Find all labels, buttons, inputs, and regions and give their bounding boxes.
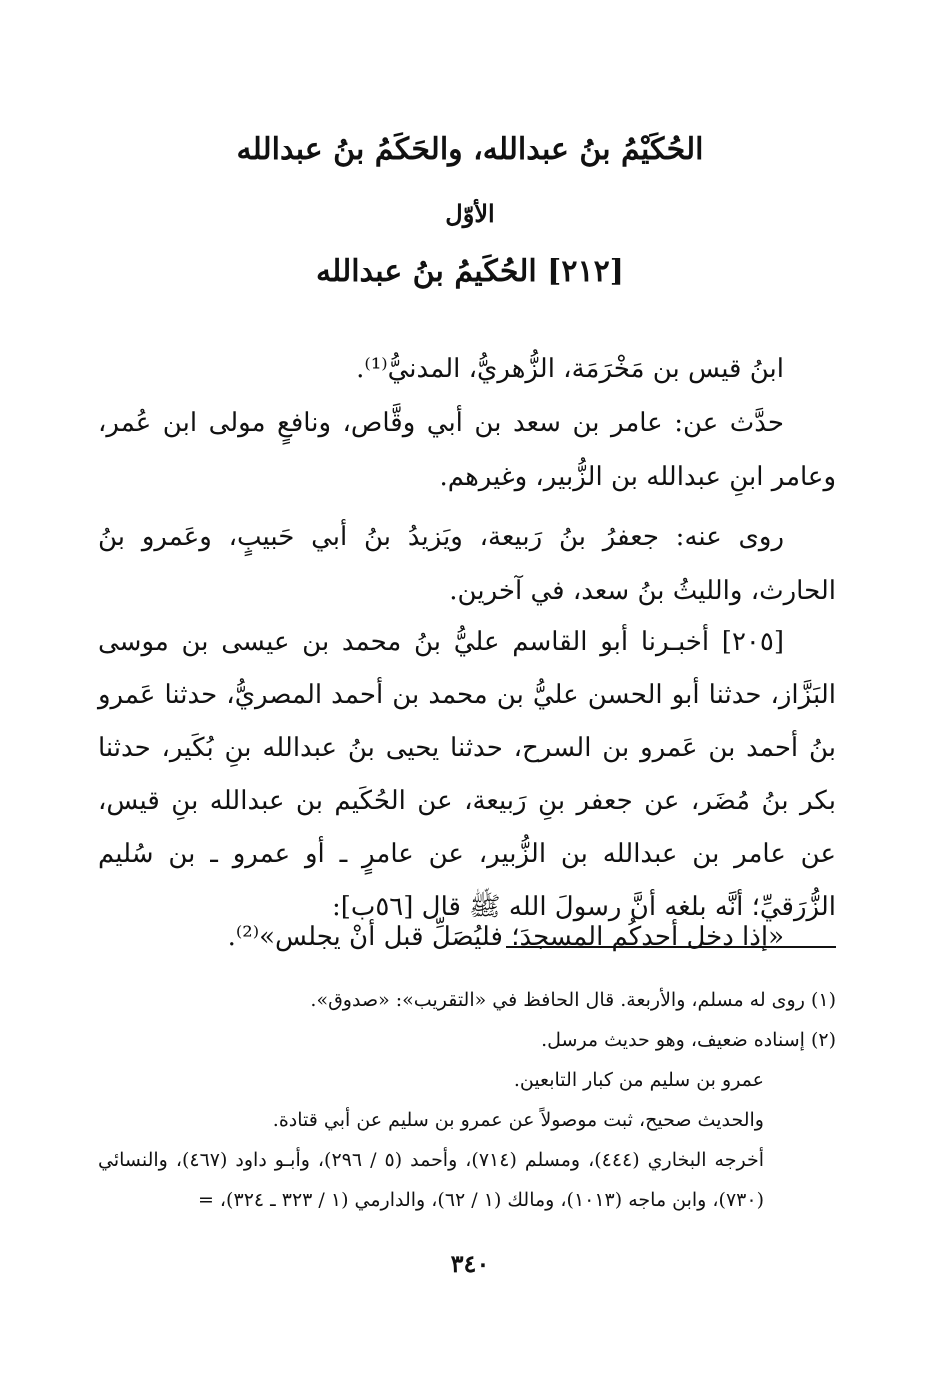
chapter-title: الحُكَيْمُ بنُ عبدالله، والحَكَمُ بنُ عبدالله [236, 132, 704, 167]
footnote-1: (١) روى له مسلم، والأربعة. قال الحافظ في «التقريب»: «صدوق». [310, 989, 836, 1011]
footnote-2-line: والحديث صحيح، ثبت موصولاً عن عمرو بن سليم عن أبي قتادة. [272, 1109, 764, 1131]
section-subtitle: الأوّل [445, 199, 495, 228]
footnote-2-line: عمرو بن سليم من كبار التابعين. [513, 1069, 764, 1091]
hadith-chain-paragraph: [٢٠٥] أخبـرنا أبو القاسم عليُّ بنُ محمد بن عيسى بن موسى البَزَّاز، حدثنا أبو الحسن عليُّ بن محمد بن أحمد المصريُّ، حدثنا عَمرو بنُ أحمد بن عَمرو بن السرح، حدثنا يحيى بنُ عبدالله بنِ بُكَير، حدثنا بكر بنُ مُضَر، عن جعفر بنِ رَبيعة، عن الحُكَيم بن عبدالله بنِ قيس، عن عامر بن عبدالله بن الزُّبير، عن عامرٍ ـ أو عمرو ـ بن سُليم الزُّرَقيِّ؛ أنَّه بلغه أنَّ رسولَ الله ﷺ قال [٥٦ب]: [98, 627, 836, 922]
footnote-divider [506, 946, 836, 948]
hadith-text: «إذا دخل أحدكُم المسجدَ؛ فليُصَلِّ قبل أنْ يجلس»⁽²⁾. [227, 922, 784, 952]
narrated-from-paragraph: حدَّث عن: عامر بن سعد بن أبي وقَّاص، ونافعٍ مولى ابن عُمر، وعامر ابنِ عبدالله بن الزُّبير، وغيرهم. [98, 408, 836, 492]
footnotes [98, 980, 836, 1220]
footnote-2: (٢) إسناده ضعيف، وهو حديث مرسل. [541, 1029, 836, 1051]
lineage-paragraph: ابنُ قيس بن مَخْرَمَة، الزُّهريُّ، المدنيُّ⁽¹⁾. [356, 354, 784, 384]
entry-title: [٢١٢] الحُكَيمُ بنُ عبدالله [316, 254, 624, 289]
narrators-paragraph: روى عنه: جعفرُ بنُ رَبيعة، ويَزيدُ بنُ أبي حَبيبٍ، وعَمرو بنُ الحارث، والليثُ بنُ سعد، في آخرين. [98, 522, 836, 606]
footnote-2-line: أخرجه البخاري (٤٤٤)، ومسلم (٧١٤)، وأحمد (٥ / ٢٩٦)، وأبـو داود (٤٦٧)، والنسائي (٧٣٠)، وابن ماجه (١٠١٣)، ومالك (١ / ٦٢)، والدارمي (١ / ٣٢٣ ـ ٣٢٤)، = [98, 1149, 764, 1211]
page-number: ٣٤٠ [450, 1249, 490, 1278]
